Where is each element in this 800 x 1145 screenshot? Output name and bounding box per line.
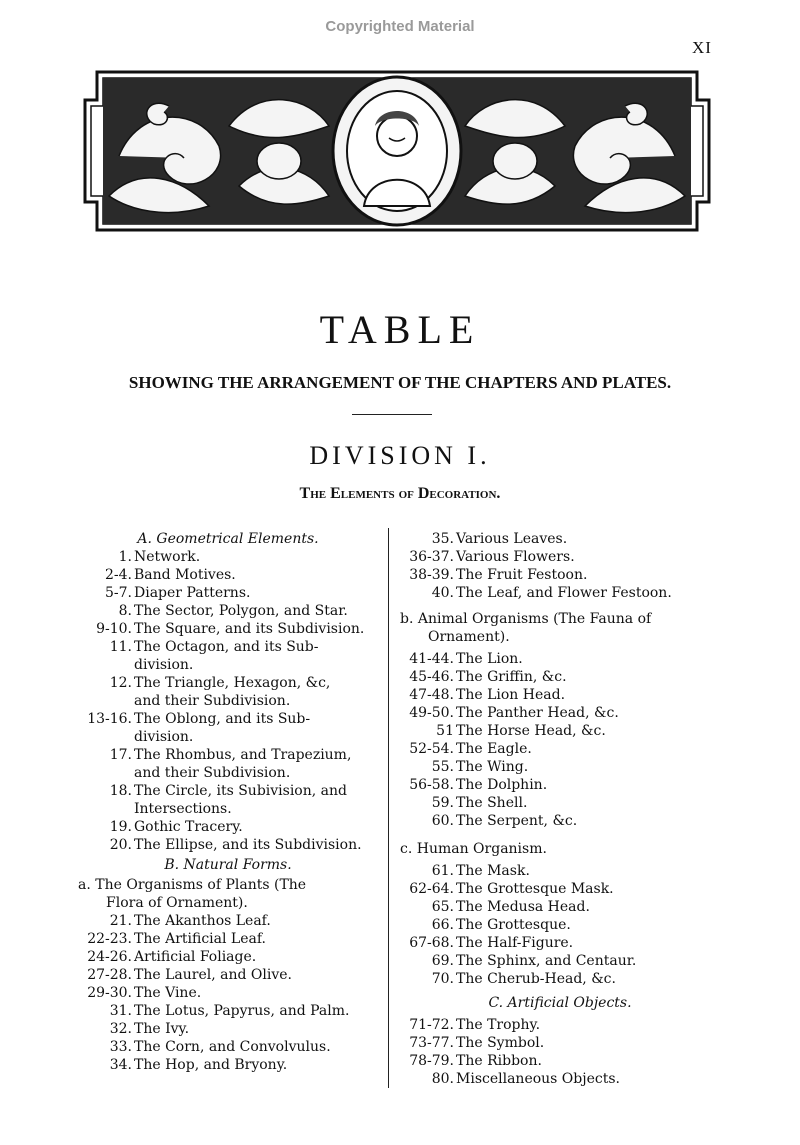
entry-title: The Oblong, and its Sub- bbox=[134, 711, 311, 727]
plate-number: 29-30. bbox=[87, 985, 132, 1001]
table-entry bbox=[78, 800, 378, 818]
plate-number: 27-28. bbox=[87, 967, 132, 983]
plate-number: 24-26. bbox=[87, 949, 132, 965]
subsection-heading: A. Geometrical Elements. bbox=[137, 531, 319, 547]
plate-number: 18. bbox=[109, 783, 132, 799]
entry-title: The Vine. bbox=[134, 985, 202, 1001]
entry-title: The Medusa Head. bbox=[456, 899, 590, 915]
subsection-heading-line bbox=[400, 994, 720, 1012]
plate-number: 47-48. bbox=[409, 687, 454, 703]
table-entry bbox=[78, 966, 378, 984]
subsection-heading-line bbox=[78, 856, 378, 874]
subsection-heading: B. Natural Forms. bbox=[164, 857, 292, 873]
plate-number: 13-16. bbox=[87, 711, 132, 727]
entry-title: The Fruit Festoon. bbox=[456, 567, 588, 583]
table-entry bbox=[78, 1038, 378, 1056]
plate-number: 78-79. bbox=[409, 1053, 454, 1069]
plate-number: 61. bbox=[431, 863, 454, 879]
plate-number: 1. bbox=[118, 549, 132, 565]
plate-number: 36-37. bbox=[409, 549, 454, 565]
division-heading: DIVISION I. bbox=[309, 441, 491, 470]
entry-title: The Panther Head, &c. bbox=[456, 705, 619, 721]
table-entry bbox=[78, 548, 378, 566]
central-medallion bbox=[333, 77, 461, 225]
plate-number: 70. bbox=[431, 971, 454, 987]
plate-number: 11. bbox=[109, 639, 132, 655]
entry-title: Artificial Foliage. bbox=[134, 949, 257, 965]
plate-number: 71-72. bbox=[409, 1017, 454, 1033]
plate-number: 12. bbox=[109, 675, 132, 691]
watermark: Copyrighted Material bbox=[325, 18, 475, 35]
table-entry bbox=[400, 1052, 720, 1070]
table-entry bbox=[78, 620, 378, 638]
entry-title: The Octagon, and its Sub- bbox=[134, 639, 319, 655]
table-entry bbox=[400, 1016, 720, 1034]
section-heading: The Elements of Decoration. bbox=[299, 485, 501, 502]
entry-title: and their Subdivision. bbox=[134, 765, 291, 781]
table-entry bbox=[78, 912, 378, 930]
table-entry bbox=[78, 1056, 378, 1074]
entry-title: The Triangle, Hexagon, &c, bbox=[134, 675, 331, 691]
table-entry bbox=[400, 584, 720, 602]
plate-number: 19. bbox=[109, 819, 132, 835]
table-entry bbox=[78, 692, 378, 710]
table-entry bbox=[78, 836, 378, 854]
group-heading: a. The Organisms of Plants (The bbox=[78, 877, 307, 893]
entry-title: The Circle, its Subivision, and bbox=[134, 783, 347, 799]
plate-number: 20. bbox=[109, 837, 132, 853]
column-divider bbox=[388, 528, 389, 1088]
entry-title: The Dolphin. bbox=[456, 777, 548, 793]
entry-title: The Akanthos Leaf. bbox=[134, 913, 271, 929]
table-entry bbox=[400, 970, 720, 988]
entry-title: Band Motives. bbox=[134, 567, 236, 583]
entry-title: The Wing. bbox=[456, 759, 529, 775]
plate-number: 59. bbox=[431, 795, 454, 811]
table-entry bbox=[78, 602, 378, 620]
entry-title: division. bbox=[134, 729, 194, 745]
entry-title: Various Flowers. bbox=[456, 549, 575, 565]
table-entry bbox=[400, 686, 720, 704]
table-entry bbox=[400, 898, 720, 916]
entry-title: The Horse Head, &c. bbox=[456, 723, 606, 739]
entry-title: The Half-Figure. bbox=[456, 935, 574, 951]
plate-number: 21. bbox=[109, 913, 132, 929]
table-entry bbox=[400, 880, 720, 898]
entry-title: The Cherub-Head, &c. bbox=[456, 971, 616, 987]
subsection-heading-line bbox=[78, 530, 378, 548]
plate-number: 73-77. bbox=[409, 1035, 454, 1051]
plate-number: 62-64. bbox=[409, 881, 454, 897]
table-entry bbox=[78, 710, 378, 728]
entry-title: The Symbol. bbox=[456, 1035, 545, 1051]
table-entry bbox=[78, 782, 378, 800]
group-heading-line bbox=[400, 610, 720, 628]
plate-number: 66. bbox=[431, 917, 454, 933]
entry-title: and their Subdivision. bbox=[134, 693, 291, 709]
group-heading: c. Human Organism. bbox=[400, 841, 547, 857]
group-heading-line bbox=[400, 628, 720, 646]
table-entry bbox=[400, 668, 720, 686]
table-entry bbox=[400, 548, 720, 566]
table-entry bbox=[78, 1020, 378, 1038]
table-entry bbox=[78, 764, 378, 782]
table-entry bbox=[78, 566, 378, 584]
table-entry bbox=[400, 794, 720, 812]
table-entry bbox=[400, 862, 720, 880]
table-entry bbox=[400, 530, 720, 548]
table-entry bbox=[78, 584, 378, 602]
table-entry bbox=[78, 984, 378, 1002]
plate-number: 38-39. bbox=[409, 567, 454, 583]
plate-number: 65. bbox=[431, 899, 454, 915]
plate-number: 49-50. bbox=[409, 705, 454, 721]
entry-title: The Shell. bbox=[456, 795, 528, 811]
table-entry bbox=[78, 930, 378, 948]
entry-title: The Corn, and Convolvulus. bbox=[134, 1039, 331, 1055]
table-entry bbox=[400, 776, 720, 794]
entry-title: Diaper Patterns. bbox=[134, 585, 251, 601]
group-heading: b. Animal Organisms (The Fauna of bbox=[400, 611, 652, 627]
entry-title: Various Leaves. bbox=[456, 531, 568, 547]
table-entry bbox=[78, 728, 378, 746]
plate-number: 41-44. bbox=[409, 651, 454, 667]
plate-number: 51 bbox=[436, 723, 454, 739]
group-heading-line bbox=[400, 840, 720, 858]
plate-number: 2-4. bbox=[105, 567, 132, 583]
plate-number: 17. bbox=[109, 747, 132, 763]
entry-title: The Sphinx, and Centaur. bbox=[456, 953, 637, 969]
plate-number: 52-54. bbox=[409, 741, 454, 757]
plate-number: 22-23. bbox=[87, 931, 132, 947]
page-subtitle: SHOWING THE ARRANGEMENT OF THE CHAPTERS AND PLATES. bbox=[128, 373, 672, 392]
entry-title: The Ellipse, and its Subdivision. bbox=[134, 837, 362, 853]
table-entry bbox=[78, 948, 378, 966]
table-entry bbox=[400, 650, 720, 668]
entry-title: The Serpent, &c. bbox=[456, 813, 578, 829]
entry-title: The Lotus, Papyrus, and Palm. bbox=[134, 1003, 350, 1019]
right-column bbox=[400, 528, 720, 1088]
table-entry bbox=[78, 656, 378, 674]
plate-number: 67-68. bbox=[409, 935, 454, 951]
plate-number: 32. bbox=[109, 1021, 132, 1037]
entry-title: The Laurel, and Olive. bbox=[134, 967, 292, 983]
table-entry bbox=[78, 746, 378, 764]
table-entry bbox=[400, 1034, 720, 1052]
entry-title: The Lion Head. bbox=[456, 687, 566, 703]
table-entry bbox=[400, 934, 720, 952]
entry-title: Gothic Tracery. bbox=[134, 819, 243, 835]
plate-number: 5-7. bbox=[105, 585, 132, 601]
plate-number: 40. bbox=[431, 585, 454, 601]
entry-title: The Eagle. bbox=[456, 741, 532, 757]
group-heading-line bbox=[78, 894, 378, 912]
plate-number: 35. bbox=[431, 531, 454, 547]
plate-number: 8. bbox=[118, 603, 132, 619]
entry-title: division. bbox=[134, 657, 194, 673]
table-entry bbox=[78, 1002, 378, 1020]
plate-number: 33. bbox=[109, 1039, 132, 1055]
entry-title: The Griffin, &c. bbox=[456, 669, 567, 685]
entry-title: The Ribbon. bbox=[456, 1053, 542, 1069]
entry-title: The Leaf, and Flower Festoon. bbox=[456, 585, 672, 601]
table-entry bbox=[400, 704, 720, 722]
table-entry bbox=[400, 758, 720, 776]
entry-title: The Square, and its Subdivision. bbox=[134, 621, 365, 637]
entry-title: The Grottesque. bbox=[456, 917, 571, 933]
table-entry bbox=[400, 566, 720, 584]
entry-title: The Ivy. bbox=[134, 1021, 190, 1037]
table-entry bbox=[78, 818, 378, 836]
page-title: TABLE bbox=[319, 307, 481, 352]
plate-number: 55. bbox=[431, 759, 454, 775]
page-number: XI bbox=[692, 38, 712, 57]
plate-number: 34. bbox=[109, 1057, 132, 1073]
plate-number: 31. bbox=[109, 1003, 132, 1019]
entry-title: The Trophy. bbox=[456, 1017, 541, 1033]
table-entry bbox=[400, 916, 720, 934]
divider-rule bbox=[352, 414, 432, 415]
plate-number: 45-46. bbox=[409, 669, 454, 685]
plate-number: 60. bbox=[431, 813, 454, 829]
entry-title: The Mask. bbox=[456, 863, 530, 879]
plate-number: 56-58. bbox=[409, 777, 454, 793]
left-column bbox=[78, 528, 378, 1088]
group-heading-line bbox=[78, 876, 378, 894]
table-entry bbox=[400, 812, 720, 830]
table-entry bbox=[400, 952, 720, 970]
entry-title: The Grottesque Mask. bbox=[456, 881, 614, 897]
entry-title: Network. bbox=[134, 549, 201, 565]
group-heading: Ornament). bbox=[428, 629, 510, 645]
table-entry bbox=[400, 722, 720, 740]
plate-number: 80. bbox=[431, 1071, 454, 1087]
entry-title: The Sector, Polygon, and Star. bbox=[134, 603, 348, 619]
subsection-heading: C. Artificial Objects. bbox=[488, 995, 632, 1011]
entry-title: The Artificial Leaf. bbox=[134, 931, 266, 947]
entry-title: The Hop, and Bryony. bbox=[134, 1057, 288, 1073]
ornamental-banner bbox=[79, 66, 715, 236]
plate-number: 9-10. bbox=[96, 621, 132, 637]
group-heading: Flora of Ornament). bbox=[106, 895, 248, 911]
entry-title: Intersections. bbox=[134, 801, 232, 817]
plate-number: 69. bbox=[431, 953, 454, 969]
table-entry bbox=[78, 674, 378, 692]
entry-title: The Rhombus, and Trapezium, bbox=[134, 747, 352, 763]
entry-title: Miscellaneous Objects. bbox=[456, 1071, 620, 1087]
entry-title: The Lion. bbox=[456, 651, 523, 667]
table-entry bbox=[78, 638, 378, 656]
table-entry bbox=[400, 740, 720, 758]
table-entry bbox=[400, 1070, 720, 1088]
